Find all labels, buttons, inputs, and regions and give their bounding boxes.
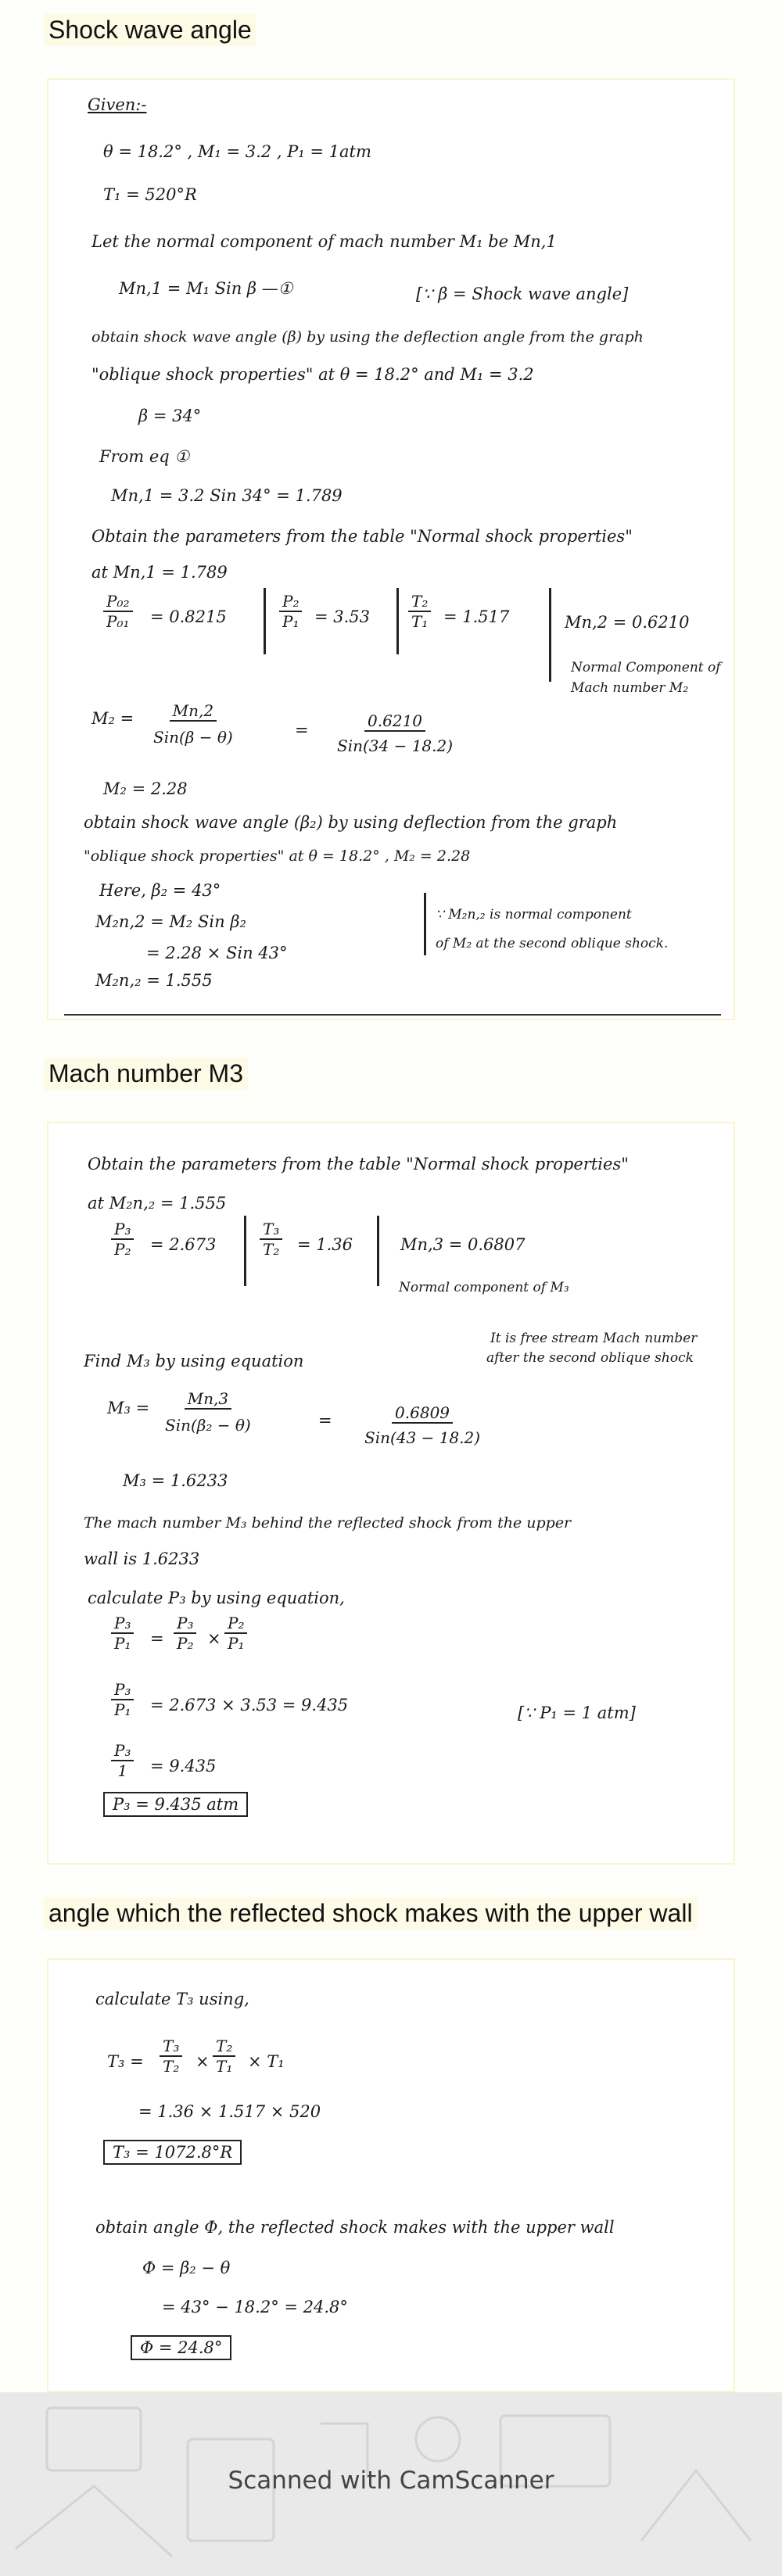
m3-fraction xyxy=(162,1389,254,1435)
mn3-note-2a: It is free stream Mach number xyxy=(490,1331,698,1346)
at-m2n2: at M₂n,₂ = 1.555 xyxy=(88,1194,227,1213)
m3-equals: = xyxy=(318,1411,332,1430)
obtain-phi: obtain angle Φ, the reflected shock makes with the upper wall xyxy=(95,2218,615,2237)
p3-num: P₃ xyxy=(111,1220,134,1240)
mn2-note-1: Normal Component of xyxy=(571,660,721,675)
t3-calc: = 1.36 × 1.517 × 520 xyxy=(138,2102,321,2121)
m2-den-2: Sin(34 − 18.2) xyxy=(337,736,454,755)
mach-statement-line-1: The mach number M₃ behind the reflected shock from the upper xyxy=(84,1514,572,1532)
beta-value: β = 34° xyxy=(138,407,202,425)
beta2-value: Here, β₂ = 43° xyxy=(99,881,221,900)
mn3-value: Mn,3 = 0.6807 xyxy=(400,1235,526,1254)
p3-p1-ratio-2 xyxy=(111,1680,134,1719)
section-heading-mach-number-m3: Mach number M3 xyxy=(44,1058,248,1090)
t2-den: T₁ xyxy=(411,612,429,631)
m2-equals: = xyxy=(295,721,309,740)
t3-t2-value: = 1.36 xyxy=(297,1235,353,1254)
r1-num: P₃ xyxy=(174,1614,196,1634)
mach-statement-line-2: wall is 1.6233 xyxy=(84,1550,200,1568)
r1-den: P₂ xyxy=(177,1634,194,1653)
params-line-2: Obtain the parameters from the table "Normal shock properties" xyxy=(88,1155,629,1173)
p1-note: [∵ P₁ = 1 atm] xyxy=(518,1704,636,1722)
m2-lhs: M₂ = xyxy=(91,709,135,728)
t3-t2-factor xyxy=(160,2037,182,2076)
phi-calc: = 43° − 18.2° = 24.8° xyxy=(162,2298,348,2316)
p3p1-num: P₃ xyxy=(111,1614,134,1634)
p2-value: = 3.53 xyxy=(314,607,371,626)
t2-value: = 1.517 xyxy=(443,607,510,626)
mn3-note-2b: after the second oblique shock xyxy=(486,1350,694,1366)
solution-panel-1 xyxy=(47,78,735,1020)
p02-value: = 0.8215 xyxy=(150,607,227,626)
m2-fraction xyxy=(150,701,236,747)
section-heading-shock-wave-angle: Shock wave angle xyxy=(44,14,256,46)
p3p1-num-2: P₃ xyxy=(111,1680,134,1700)
m3-fraction-values xyxy=(361,1403,483,1447)
p2-p1-factor xyxy=(224,1614,247,1653)
t2-ratio xyxy=(408,592,431,631)
divider xyxy=(377,1216,379,1286)
t2-t1-factor xyxy=(213,2037,235,2076)
m2n2-equation: M₂n,2 = M₂ Sin β₂ xyxy=(95,912,246,931)
p3-over-1 xyxy=(111,1741,134,1780)
p3-p2-value: = 2.673 xyxy=(150,1235,217,1254)
calc-t3: calculate T₃ using, xyxy=(95,1990,249,2008)
p3-p2-ratio xyxy=(111,1220,134,1259)
p3-p2-factor xyxy=(174,1614,196,1653)
divider xyxy=(396,588,399,654)
divider xyxy=(264,588,266,654)
p3p1-den: P₁ xyxy=(114,1634,131,1653)
given-line-2: T₁ = 520°R xyxy=(103,185,197,204)
given-label: Given:- xyxy=(88,95,147,114)
r2-num: P₂ xyxy=(224,1614,247,1634)
obtain-beta2-line-2: "oblique shock properties" at θ = 18.2° , M₂ = 2.28 xyxy=(84,847,471,865)
phi-final: Φ = 24.8° xyxy=(131,2335,231,2360)
p3p1-den-2: P₁ xyxy=(114,1700,131,1719)
p2-den: P₁ xyxy=(282,612,300,631)
mn2-note-2: Mach number M₂ xyxy=(571,680,689,696)
divider xyxy=(424,893,426,955)
m3-value: M₃ = 1.6233 xyxy=(123,1471,228,1490)
t2-num: T₂ xyxy=(408,592,431,612)
solution-panel-3 xyxy=(47,1958,735,2392)
p2-ratio xyxy=(279,592,302,631)
p3p1-calc: = 2.673 × 3.53 = 9.435 xyxy=(150,1696,349,1714)
p3-den: P₂ xyxy=(114,1240,131,1259)
m2-fraction-values xyxy=(334,711,456,755)
m3-lhs: M₃ = xyxy=(107,1399,150,1417)
p2-num: P₂ xyxy=(279,592,302,612)
p02-ratio xyxy=(103,592,133,631)
phi-equation: Φ = β₂ − θ xyxy=(142,2259,231,2277)
p3-p1-ratio xyxy=(111,1614,134,1653)
mn2-value: Mn,2 = 0.6210 xyxy=(565,613,690,632)
times-sign: × xyxy=(207,1629,221,1648)
times-sign: × xyxy=(196,2052,210,2071)
times-t1: × T₁ xyxy=(248,2052,285,2071)
obtain-beta-line-2: "oblique shock properties" at θ = 18.2° and M₁ = 3.2 xyxy=(91,365,534,384)
m2n2-calc: = 2.28 × Sin 43° xyxy=(146,944,288,962)
divider xyxy=(244,1216,246,1286)
page-rule xyxy=(64,1014,721,1016)
let-line: Let the normal component of mach number M₁ be Mn,1 xyxy=(91,232,557,251)
t3-num: T₃ xyxy=(260,1220,282,1240)
obtain-beta-line-1: obtain shock wave angle (β) by using the deflection angle from the graph xyxy=(91,328,644,346)
t3-lhs: T₃ = xyxy=(107,2052,144,2071)
mn1-value: Mn,1 = 3.2 Sin 34° = 1.789 xyxy=(111,486,343,505)
obtain-beta2-line-1: obtain shock wave angle (β₂) by using deflection from the graph xyxy=(84,813,618,832)
at-mn1: at Mn,1 = 1.789 xyxy=(91,563,228,582)
params-line-1: Obtain the parameters from the table "Normal shock properties" xyxy=(91,527,633,546)
find-m3: Find M₃ by using equation xyxy=(84,1352,304,1370)
p3-over1-num: P₃ xyxy=(111,1741,134,1761)
m2-num-2: 0.6210 xyxy=(364,711,425,732)
eq-1: Mn,1 = M₁ Sin β —① xyxy=(119,279,293,298)
f1-num: T₃ xyxy=(160,2037,182,2057)
p3p1-equals: = xyxy=(150,1629,164,1648)
m3-num: Mn,3 xyxy=(185,1389,231,1410)
given-line-1: θ = 18.2° , M₁ = 3.2 , P₁ = 1atm xyxy=(103,142,371,161)
p02-num: P₀₂ xyxy=(103,592,133,612)
m2-num: Mn,2 xyxy=(170,701,217,722)
mn3-note: Normal component of M₃ xyxy=(399,1280,569,1295)
r2-den: P₁ xyxy=(228,1634,245,1653)
f2-num: T₂ xyxy=(213,2037,235,2057)
p3-final: P₃ = 9.435 atm xyxy=(103,1792,248,1817)
p3-over1-den: 1 xyxy=(117,1761,128,1780)
eq-1-note: [∵ β = Shock wave angle] xyxy=(416,285,629,303)
m2-value: M₂ = 2.28 xyxy=(103,779,188,798)
m2n2-value: M₂n,₂ = 1.555 xyxy=(95,971,213,990)
section-heading-reflected-shock-angle: angle which the reflected shock makes with the upper wall xyxy=(44,1897,698,1929)
calc-p3: calculate P₃ by using equation, xyxy=(88,1589,345,1607)
p3-over1-value: = 9.435 xyxy=(150,1757,217,1775)
p02-den: P₀₁ xyxy=(106,612,130,631)
scanner-watermark-text: Scanned with CamScanner xyxy=(228,2467,554,2495)
m3-den-2: Sin(43 − 18.2) xyxy=(364,1428,481,1447)
divider xyxy=(549,588,551,682)
from-eq: From eq ① xyxy=(99,447,190,466)
m3-den: Sin(β₂ − θ) xyxy=(165,1416,251,1435)
t3-t2-ratio xyxy=(260,1220,282,1259)
m2n2-note-1: ∵ M₂n,₂ is normal component xyxy=(436,907,632,923)
m3-num-2: 0.6809 xyxy=(392,1403,453,1424)
m2-den: Sin(β − θ) xyxy=(153,728,233,747)
t3-den: T₂ xyxy=(263,1240,280,1259)
t3-final: T₃ = 1072.8°R xyxy=(103,2140,242,2165)
solution-panel-2 xyxy=(47,1122,735,1865)
m2n2-note-2: of M₂ at the second oblique shock. xyxy=(436,936,669,951)
f1-den: T₂ xyxy=(163,2057,180,2076)
f2-den: T₁ xyxy=(216,2057,233,2076)
